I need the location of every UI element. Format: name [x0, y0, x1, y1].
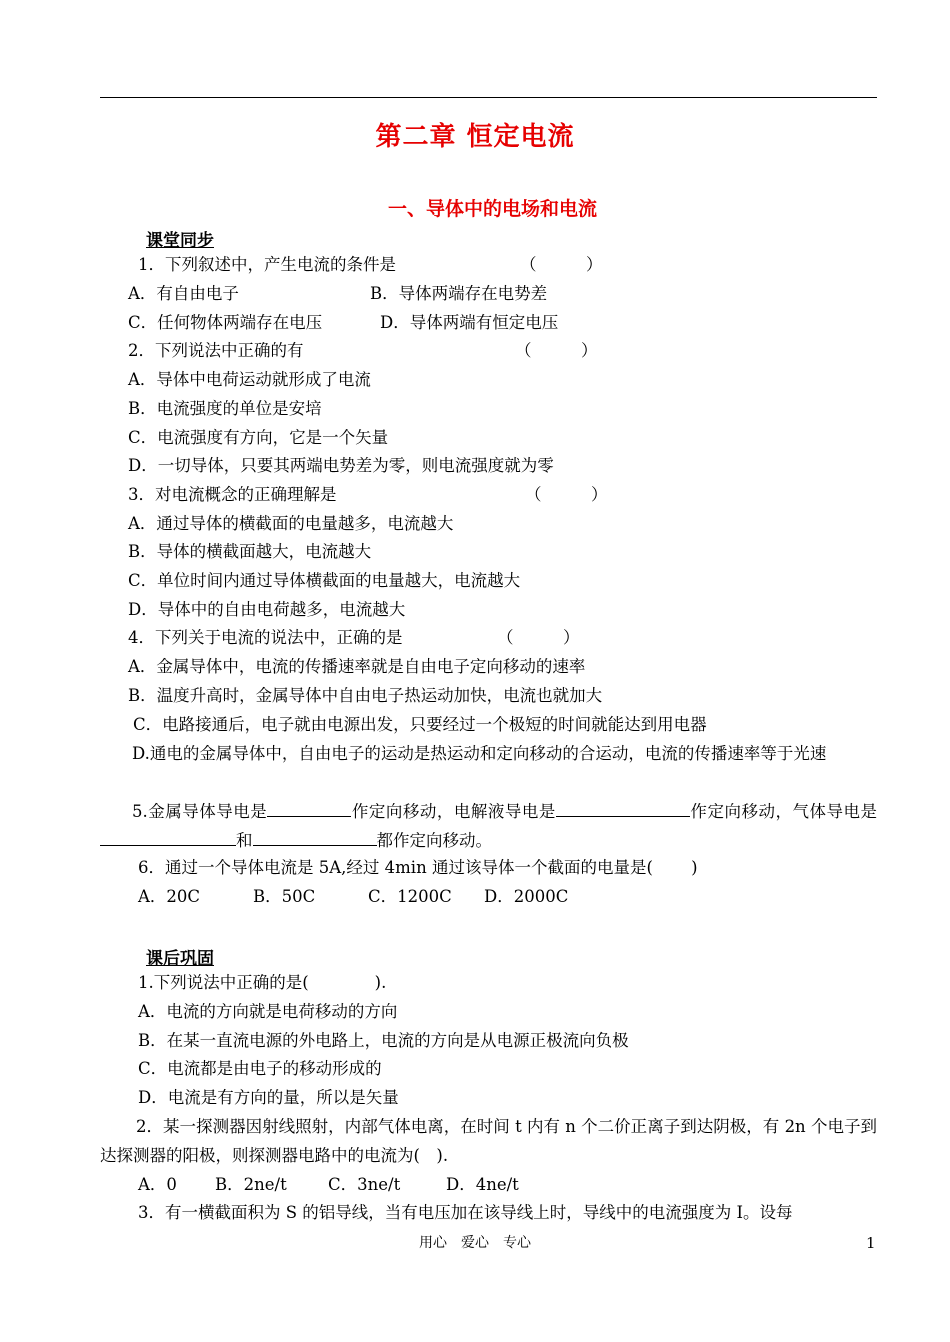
q2-stem: 2．下列说法中正确的有 — [128, 341, 304, 360]
q4-bracket: （ ） — [497, 628, 580, 647]
q6-option-a: A．20C — [138, 887, 201, 906]
section-title: 一、导体中的电场和电流 — [388, 198, 598, 220]
q3-option-d: D．导体中的自由电荷越多，电流越大 — [128, 600, 406, 619]
q6-option-d: D．2000C — [484, 887, 569, 906]
q1-option-d: D．导体两端有恒定电压 — [380, 313, 559, 332]
hw-q1-stem: 1.下列说法中正确的是( ). — [138, 973, 387, 992]
q5-blank-4[interactable] — [253, 827, 377, 846]
q4-option-b: B．温度升高时，金属导体中自由电子热运动加快，电流也就加大 — [128, 686, 603, 705]
q2-option-b: B．电流强度的单位是安培 — [128, 399, 322, 418]
q4-option-c: C．电路接通后，电子就由电源出发，只要经过一个极短的时间就能达到用电器 — [133, 715, 707, 734]
q4-option-d: D.通电的金属导体中，自由电子的运动是热运动和定向移动的合运动，电流的传播速率等于光速 — [132, 744, 827, 763]
hw-q2-option-d: D．4ne/t — [446, 1175, 519, 1194]
page-number: 1 — [866, 1234, 876, 1252]
q1-option-c: C．任何物体两端存在电压 — [128, 313, 323, 332]
q3-option-b: B．导体的横截面越大，电流越大 — [128, 542, 372, 561]
q1-stem: 1．下列叙述中，产生电流的条件是 — [138, 255, 396, 274]
q3-bracket: （ ） — [525, 485, 608, 504]
q1-bracket: （ ） — [520, 255, 603, 274]
q5-blank-1[interactable] — [267, 798, 351, 817]
q5-part-1: 5.金属导体导电是 — [132, 802, 268, 821]
hw-q2-option-c: C．3ne/t — [328, 1175, 401, 1194]
hw-q1-option-c: C．电流都是由电子的移动形成的 — [138, 1059, 382, 1078]
q4-option-a: A．金属导体中，电流的传播速率就是自由电子定向移动的速率 — [128, 657, 586, 676]
q1-option-a: A．有自由电子 — [128, 284, 239, 303]
q5-fill-blank — [100, 797, 877, 855]
q5-part-5: 都作定向移动。 — [376, 831, 492, 850]
classroom-heading: 课堂同步 — [146, 231, 214, 251]
q6-stem: 6．通过一个导体电流是 5A,经过 4min 通过该导体一个截面的电量是( ) — [138, 858, 698, 877]
homework-heading: 课后巩固 — [146, 949, 214, 969]
q5-part-4: 和 — [236, 831, 253, 850]
q2-bracket: （ ） — [515, 341, 598, 360]
page-footer: 用心 爱心 专心 — [419, 1235, 531, 1251]
hw-q1-option-d: D．电流是有方向的量，所以是矢量 — [138, 1088, 399, 1107]
q5-part-2: 作定向移动，电解液导电是 — [351, 802, 556, 821]
q2-option-a: A．导体中电荷运动就形成了电流 — [128, 370, 371, 389]
q5-part-3: 作定向移动，气体导电是 — [689, 802, 878, 821]
q6-option-b: B．50C — [253, 887, 316, 906]
q3-stem: 3．对电流概念的正确理解是 — [128, 485, 337, 504]
q3-option-c: C．单位时间内通过导体横截面的电量越大，电流越大 — [128, 571, 521, 590]
q5-blank-2[interactable] — [556, 798, 690, 817]
hw-q1-option-a: A．电流的方向就是电荷移动的方向 — [138, 1002, 398, 1021]
hw-q2-option-b: B．2ne/t — [215, 1175, 287, 1194]
q2-option-c: C．电流强度有方向，它是一个矢量 — [128, 428, 389, 447]
q5-blank-3[interactable] — [100, 827, 236, 846]
hw-q2-stem: 2．某一探测器因射线照射，内部气体电离，在时间 t 内有 n 个二价正离子到达阴极，有 2n 个电子到达探测器的阳极，则探测器电路中的电流为( ). — [100, 1117, 877, 1165]
hw-q2-option-a: A．0 — [138, 1175, 177, 1194]
q4-stem: 4．下列关于电流的说法中，正确的是 — [128, 628, 403, 647]
header-rule — [100, 97, 877, 98]
q1-option-b: B．导体两端存在电势差 — [370, 284, 548, 303]
chapter-title: 第二章 恒定电流 — [375, 122, 575, 152]
hw-q1-option-b: B．在某一直流电源的外电路上，电流的方向是从电源正极流向负极 — [138, 1031, 629, 1050]
hw-q3-stem: 3．有一横截面积为 S 的铝导线，当有电压加在该导线上时，导线中的电流强度为 I。设每 — [138, 1203, 793, 1222]
q2-option-d: D．一切导体，只要其两端电势差为零，则电流强度就为零 — [128, 456, 554, 475]
q6-option-c: C．1200C — [368, 887, 452, 906]
q3-option-a: A．通过导体的横截面的电量越多，电流越大 — [128, 514, 454, 533]
